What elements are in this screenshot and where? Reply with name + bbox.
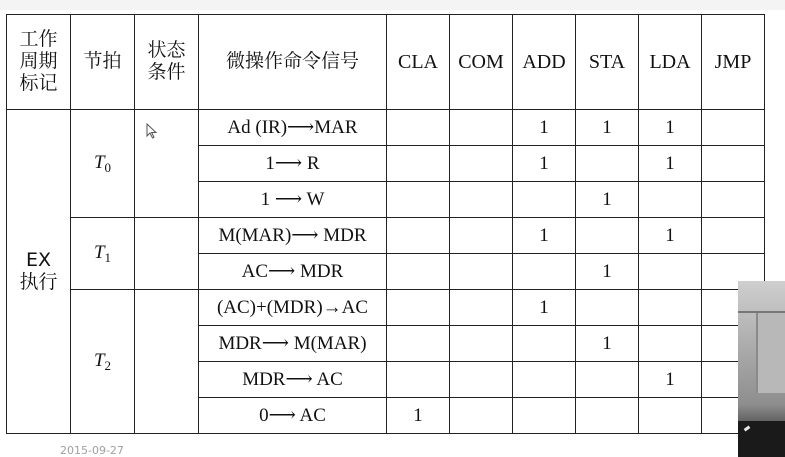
thumbnail-pane — [756, 313, 785, 393]
value-cell-lda — [639, 326, 702, 362]
signal-cell: Ad (IR)⟶MAR — [199, 110, 387, 146]
value-cell-sta — [576, 218, 639, 254]
value-cell-lda: 1 — [639, 362, 702, 398]
top-rule — [0, 0, 785, 10]
value-cell-cla — [387, 182, 450, 218]
value-cell-add — [513, 182, 576, 218]
value-cell-add: 1 — [513, 218, 576, 254]
header-state: 状态 条件 — [135, 15, 199, 110]
beat-name: T — [93, 151, 105, 173]
value-cell-com — [450, 326, 513, 362]
header-lda: LDA — [639, 15, 702, 110]
value-cell-jmp — [702, 182, 765, 218]
value-cell-sta: 1 — [576, 182, 639, 218]
value-cell-sta — [576, 398, 639, 434]
value-cell-add — [513, 254, 576, 290]
value-cell-cla: 1 — [387, 398, 450, 434]
value-cell-add: 1 — [513, 110, 576, 146]
value-cell-cla — [387, 254, 450, 290]
header-sta: STA — [576, 15, 639, 110]
video-thumbnail[interactable] — [738, 281, 785, 457]
value-cell-lda: 1 — [639, 146, 702, 182]
state-cell — [135, 110, 199, 218]
header-com: COM — [450, 15, 513, 110]
beat-name: T — [93, 349, 105, 371]
signal-cell: MDR⟶ AC — [199, 362, 387, 398]
value-cell-sta — [576, 362, 639, 398]
value-cell-com — [450, 146, 513, 182]
value-cell-sta: 1 — [576, 254, 639, 290]
value-cell-cla — [387, 290, 450, 326]
table-row — [7, 218, 765, 254]
header-beat: 节拍 — [71, 15, 135, 110]
value-cell-sta: 1 — [576, 110, 639, 146]
signal-cell: (AC)+(MDR)→AC — [199, 290, 387, 326]
state-cell — [135, 290, 199, 434]
state-cell — [135, 218, 199, 290]
value-cell-com — [450, 254, 513, 290]
date-label: 2015-09-27 — [60, 444, 124, 457]
header-cla: CLA — [387, 15, 450, 110]
cycle-label: EX 执行 — [7, 110, 71, 434]
mouse-pointer-icon — [146, 123, 158, 139]
signal-cell: AC⟶ MDR — [199, 254, 387, 290]
value-cell-add — [513, 398, 576, 434]
value-cell-com — [450, 362, 513, 398]
header-add: ADD — [513, 15, 576, 110]
value-cell-jmp — [702, 218, 765, 254]
signal-cell: 1⟶ R — [199, 146, 387, 182]
header-cycle: 工作 周期 标记 — [7, 15, 71, 110]
value-cell-sta: 1 — [576, 326, 639, 362]
value-cell-cla — [387, 218, 450, 254]
beat-name: T — [93, 241, 105, 263]
value-cell-lda: 1 — [639, 218, 702, 254]
signal-cell: 1 ⟶ W — [199, 182, 387, 218]
header-signal: 微操作命令信号 — [199, 15, 387, 110]
value-cell-cla — [387, 146, 450, 182]
beat-subscript: 0 — [104, 159, 112, 175]
value-cell-com — [450, 290, 513, 326]
value-cell-add: 1 — [513, 290, 576, 326]
value-cell-cla — [387, 326, 450, 362]
value-cell-add — [513, 326, 576, 362]
value-cell-cla — [387, 362, 450, 398]
signal-cell: MDR⟶ M(MAR) — [199, 326, 387, 362]
value-cell-com — [450, 218, 513, 254]
value-cell-com — [450, 182, 513, 218]
micro-operation-table — [6, 14, 765, 434]
table-row — [7, 290, 765, 326]
value-cell-lda — [639, 254, 702, 290]
header-jmp: JMP — [702, 15, 765, 110]
value-cell-cla — [387, 110, 450, 146]
signal-cell: M(MAR)⟶ MDR — [199, 218, 387, 254]
beat-t0 — [71, 110, 135, 218]
beat-subscript: 2 — [104, 357, 112, 373]
value-cell-add — [513, 362, 576, 398]
beat-t2 — [71, 290, 135, 434]
value-cell-add: 1 — [513, 146, 576, 182]
value-cell-sta — [576, 290, 639, 326]
value-cell-lda: 1 — [639, 110, 702, 146]
beat-subscript: 1 — [104, 249, 112, 265]
beat-t1 — [71, 218, 135, 290]
value-cell-sta — [576, 146, 639, 182]
value-cell-lda — [639, 398, 702, 434]
value-cell-com — [450, 398, 513, 434]
value-cell-com — [450, 110, 513, 146]
value-cell-lda — [639, 182, 702, 218]
value-cell-jmp — [702, 146, 765, 182]
value-cell-jmp — [702, 110, 765, 146]
signal-cell: 0⟶ AC — [199, 398, 387, 434]
header-row — [7, 15, 765, 110]
value-cell-lda — [639, 290, 702, 326]
table-row — [7, 110, 765, 146]
